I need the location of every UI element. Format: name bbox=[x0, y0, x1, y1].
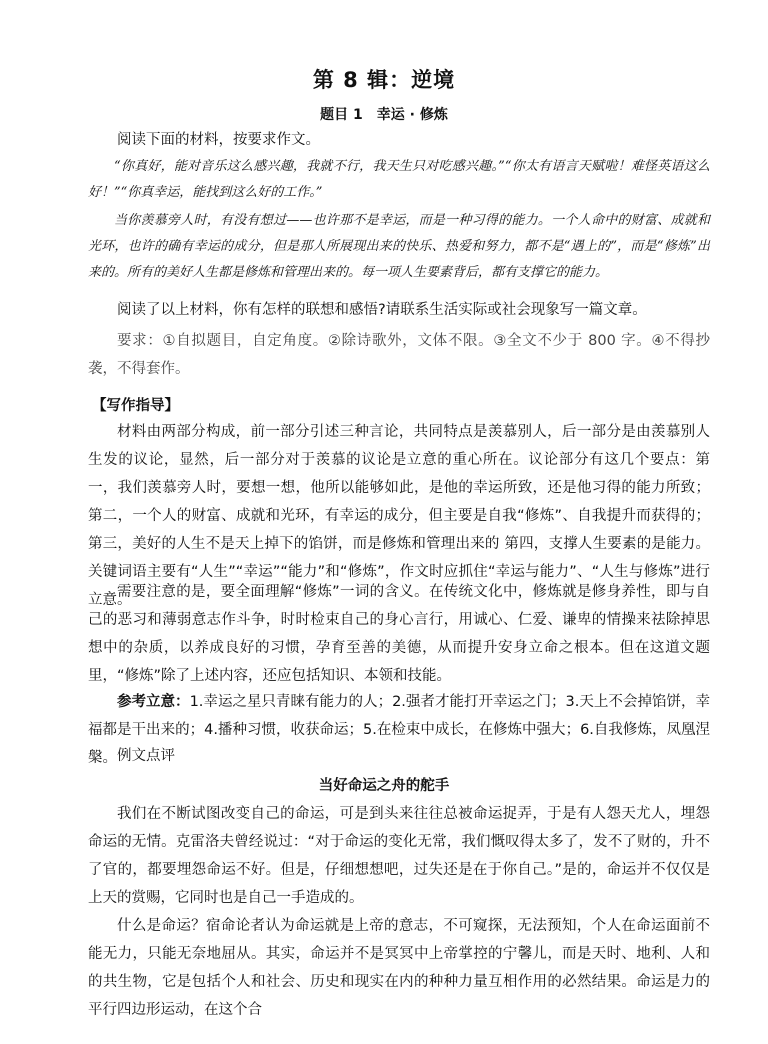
reference-label: 参考立意： bbox=[117, 694, 190, 710]
material-quote-1: “你真好，能对音乐这么感兴趣，我就不行，我天生只对吃感兴趣。”“你太有语言天赋啦！难怪英语这么好！”“你真幸运，能找到这么好的工作。” bbox=[88, 159, 710, 200]
guide-heading: 【写作指导】 bbox=[92, 398, 179, 414]
guide-paragraph-1: 材料由两部分构成，前一部分引述三种言论，共同特点是羡慕别人，后一部分是由羡慕别人生发的议论，显然，后一部分对于羡慕的议论是立意的重心所在。议论部分有这几个要点：第一，我们羡慕旁人时，要想一想，他所以能够如此，是他的幸运所致，还是他习得的能力所致；第二，一个人的财富、成就和光环，有幸运的成分，但主要是自我“修炼”、自我提升而获得的；第三，美好的人生不是天上掉下的馅饼，而是修炼和管理出来的 第四，支撑人生要素的是能力。关键词语主要有“人生”“幸运”“能力”和“修炼”，作文时应抓住“幸运与能力”、“人生与修炼”进行立意。 bbox=[88, 424, 710, 608]
requirement-text: 要求：①自拟题目，自定角度。②除诗歌外，文体不限。③全文不少于 800 字。④不得抄袭，不得套作。 bbox=[88, 333, 710, 377]
guide-paragraph-2: 需要注意的是，要全面理解“修炼”一词的含义。在传统文化中，修炼就是修身养性，即与自己的恶习和薄弱意志作斗争，时时检束自己的身心言行，用诚心、仁爱、谦卑的情操来祛除掉思想中的杂质，以养成良好的习惯，孕育至善的美德，从而提升安身立命之根本。但在这道文题里，“修炼”除了上述内容，还应包括知识、本领和技能。 bbox=[88, 584, 710, 684]
material-quote-2: 当你羡慕旁人时，有没有想过——也许那不是幸运，而是一种习得的能力。一个人命中的财富、成就和光环，也许的确有幸运的成分，但是那人所展现出来的快乐、热爱和努力，都不是“遇上的”，而是“修炼”出来的。所有的美好人生都是修炼和管理出来的。每一项人生要素背后，都有支撑它的能力。 bbox=[88, 213, 710, 280]
page-title: 第 8 辑：逆境 bbox=[312, 68, 456, 92]
essay-title: 当好命运之舟的舵手 bbox=[318, 778, 450, 794]
essay-paragraph-2: 什么是命运？宿命论者认为命运就是上帝的意志，不可窥探，无法预知，个人在命运面前不能无力，只能无奈地屈从。其实，命运并不是冥冥中上帝掌控的宁馨儿，而是天时、地利、人和的共生物，它是包括个人和社会、历史和现实在内的种种力量互相作用的必然结果。命运是力的平行四边形运动，在这个合 bbox=[88, 918, 710, 1018]
topic-subtitle: 题目 1 幸运 · 修炼 bbox=[320, 107, 448, 123]
example-label: 例文点评 bbox=[117, 748, 175, 764]
essay-paragraph-1: 我们在不断试图改变自己的命运，可是到头来往往总被命运捉弄，于是有人怨天尤人，埋怨命运的无情。克雷洛夫曾经说过：“对于命运的变化无常，我们慨叹得太多了，发不了财的，升不了官的，都要埋怨命运不好。但是，仔细想想吧，过失还是在于你自己。”是的，命运并不仅仅是上天的赏赐，它同时也是自己一手造成的。 bbox=[88, 806, 710, 906]
prompt-text: 阅读了以上材料，你有怎样的联想和感悟?请联系生活实际或社会现象写一篇文章。 bbox=[117, 302, 647, 318]
instruction-text: 阅读下面的材料，按要求作文。 bbox=[117, 132, 320, 148]
reference-text: 1.幸运之星只青睐有能力的人；2.强者才能打开幸运之门；3.天上不会掉馅饼，幸福都是干出来的；4.播种习惯，收获命运；5.在检束中成长，在修炼中强大；6.自我修炼，凤凰涅槃。 bbox=[88, 694, 710, 766]
